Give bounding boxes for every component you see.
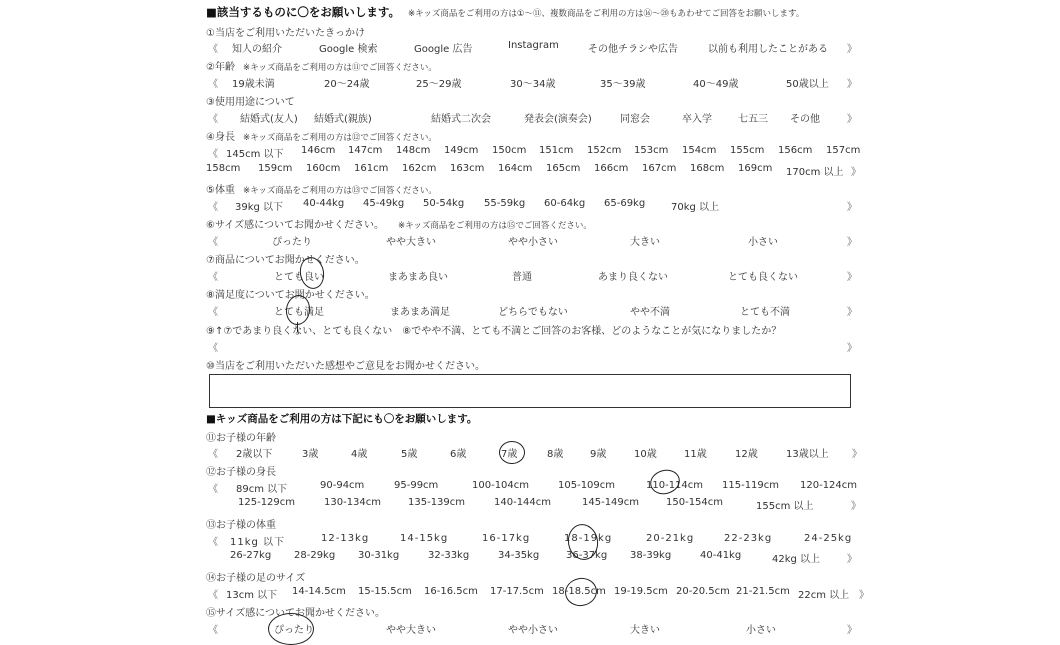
open-bracket: 《 xyxy=(208,590,218,601)
option[interactable]: 10歳 xyxy=(634,449,657,460)
option-selected[interactable]: 110-114cm xyxy=(646,480,704,491)
option[interactable]: 35〜39歳 xyxy=(600,79,646,90)
question-10-label: ⑩当店をご利用いただいた感想やご意見をお聞かせください。 xyxy=(206,361,485,372)
option-selected[interactable]: とても良い xyxy=(274,272,324,283)
option[interactable]: 40-41kg xyxy=(700,550,742,561)
question-9-label: ⑨↑⑦であまり良くない、とても良くない ⑧でやや不満、とても不満とご回答のお客様、どのようなことが気になりましたか？ xyxy=(206,326,782,337)
option[interactable]: 154cm xyxy=(682,145,717,156)
option[interactable]: 135-139cm xyxy=(408,497,466,508)
question-13-label: ⑬お子様の体重 xyxy=(206,520,276,531)
option[interactable]: 同窓会 xyxy=(620,114,650,125)
option[interactable]: 50-54kg xyxy=(423,198,465,209)
open-bracket: 《 xyxy=(208,272,218,283)
question-8-label: ⑧満足度についてお聞かせください。 xyxy=(206,290,375,301)
open-bracket: 《 xyxy=(208,343,218,354)
option[interactable]: 20-21kg xyxy=(646,533,695,544)
option[interactable]: 結婚式(親族) xyxy=(314,114,372,125)
close-bracket: 》 xyxy=(847,114,857,125)
option[interactable]: 155cm 以上 xyxy=(756,501,814,512)
option[interactable]: 20-20.5cm xyxy=(676,586,730,597)
option[interactable]: その他チラシや広告 xyxy=(588,44,678,55)
option[interactable]: 21-21.5cm xyxy=(736,586,790,597)
option[interactable]: まあまあ良い xyxy=(388,272,448,283)
open-bracket: 《 xyxy=(208,114,218,125)
option[interactable]: 145cm 以下 xyxy=(226,149,284,160)
option[interactable]: 150cm xyxy=(492,145,527,156)
option[interactable]: 140-144cm xyxy=(494,497,552,508)
question-5-options xyxy=(206,198,856,214)
question-12-options-row2 xyxy=(206,497,866,513)
close-bracket: 》 xyxy=(847,237,857,248)
option[interactable]: 157cm xyxy=(826,145,861,156)
option[interactable]: とても不満 xyxy=(740,307,790,318)
option[interactable]: 30〜34歳 xyxy=(510,79,556,90)
option[interactable]: 65-69kg xyxy=(604,198,646,209)
option[interactable]: 164cm xyxy=(498,163,533,174)
option[interactable]: 165cm xyxy=(546,163,581,174)
close-bracket: 》 xyxy=(847,307,857,318)
question-15-label: ⑮サイズ感についてお聞かせください。 xyxy=(206,608,385,619)
question-3-label: ③使用用途について xyxy=(206,97,295,108)
open-bracket: 《 xyxy=(208,202,218,213)
question-1-options xyxy=(206,40,856,56)
option[interactable]: 156cm xyxy=(778,145,813,156)
open-bracket: 《 xyxy=(208,149,218,160)
option[interactable]: Google 広告 xyxy=(414,44,473,55)
option[interactable]: 167cm xyxy=(642,163,677,174)
option[interactable]: 12-13kg xyxy=(321,533,370,544)
option[interactable]: 55-59kg xyxy=(484,198,526,209)
option[interactable]: 25〜29歳 xyxy=(416,79,462,90)
option[interactable]: 158cm xyxy=(206,163,241,174)
section-note: ※キッズ商品をご利用の方は①〜⑪、複数商品をご利用の方は⑯〜⑳もあわせてご回答をお願いします。 xyxy=(407,9,805,19)
question-7-label: ⑦商品についてお聞かせください。 xyxy=(206,255,365,266)
question-15-options xyxy=(206,621,856,637)
option[interactable]: 19歳未満 xyxy=(232,79,275,90)
option[interactable]: 125-129cm xyxy=(238,497,296,508)
option[interactable]: 22cm 以上 xyxy=(798,590,850,601)
option[interactable]: 小さい xyxy=(746,625,776,636)
question-9-answer[interactable] xyxy=(206,339,856,355)
option[interactable]: 結婚式(友人) xyxy=(240,114,298,125)
question-2-label: ②年齢 ※キッズ商品をご利用の方は⑪でご回答ください。 xyxy=(206,62,437,73)
option[interactable]: 4歳 xyxy=(351,449,368,460)
option[interactable]: Google 検索 xyxy=(319,44,378,55)
option[interactable]: 30-31kg xyxy=(358,550,400,561)
option[interactable]: 95-99cm xyxy=(394,480,439,491)
option[interactable]: 大きい xyxy=(630,237,660,248)
option[interactable]: 15-15.5cm xyxy=(358,586,412,597)
question-6-options xyxy=(206,233,856,249)
option[interactable]: 11kg 以下 xyxy=(230,537,286,548)
option-selected[interactable]: 7歳 xyxy=(501,449,518,460)
option[interactable]: 100-104cm xyxy=(472,480,530,491)
option[interactable]: 9歳 xyxy=(590,449,607,460)
question-14-options xyxy=(206,586,869,602)
close-bracket: 》 xyxy=(847,79,857,90)
option[interactable]: 152cm xyxy=(587,145,622,156)
option[interactable]: まあまあ満足 xyxy=(390,307,450,318)
option[interactable]: 36-37kg xyxy=(566,550,608,561)
option[interactable]: 大きい xyxy=(630,625,660,636)
option[interactable]: 40〜49歳 xyxy=(693,79,739,90)
open-bracket: 《 xyxy=(208,237,218,248)
option[interactable]: やや不満 xyxy=(630,307,670,318)
question-3-options xyxy=(206,110,856,126)
question-11-label: ⑪お子様の年齢 xyxy=(206,433,276,444)
close-bracket: 》 xyxy=(859,590,869,601)
option[interactable]: 170cm 以上 xyxy=(786,167,844,178)
option[interactable]: 153cm xyxy=(634,145,669,156)
option[interactable]: 159cm xyxy=(258,163,293,174)
option[interactable]: 16-17kg xyxy=(482,533,531,544)
option[interactable]: 32-33kg xyxy=(428,550,470,561)
option[interactable]: やや小さい xyxy=(508,625,558,636)
option[interactable]: 5歳 xyxy=(401,449,418,460)
section-heading xyxy=(206,4,804,20)
option[interactable]: 150-154cm xyxy=(666,497,724,508)
close-bracket: 》 xyxy=(847,44,857,55)
option[interactable]: 6歳 xyxy=(450,449,467,460)
question-12-options-row1 xyxy=(206,480,866,496)
option[interactable]: 161cm xyxy=(354,163,389,174)
close-bracket: 》 xyxy=(847,272,857,283)
option[interactable]: 160cm xyxy=(306,163,341,174)
option[interactable]: Instagram xyxy=(508,40,559,51)
question-4-label: ④身長 ※キッズ商品をご利用の方は⑫でご回答ください。 xyxy=(206,132,437,143)
option[interactable]: 89cm 以下 xyxy=(236,484,288,495)
option[interactable]: 40-44kg xyxy=(303,198,345,209)
option[interactable]: 17-17.5cm xyxy=(490,586,544,597)
option[interactable]: 28-29kg xyxy=(294,550,336,561)
option[interactable]: 七五三 xyxy=(738,114,768,125)
option[interactable]: 13cm 以下 xyxy=(226,590,278,601)
open-bracket: 《 xyxy=(208,449,218,460)
option[interactable]: 145-149cm xyxy=(582,497,640,508)
option[interactable]: 166cm xyxy=(594,163,629,174)
option[interactable]: 16-16.5cm xyxy=(424,586,478,597)
option[interactable]: 151cm xyxy=(539,145,574,156)
option[interactable]: 8歳 xyxy=(547,449,564,460)
option[interactable]: 38-39kg xyxy=(630,550,672,561)
option[interactable]: 14-14.5cm xyxy=(292,586,346,597)
question-12-label: ⑫お子様の身長 xyxy=(206,467,276,478)
question-1-label: ①当店をご利用いただいたきっかけ xyxy=(206,28,365,39)
question-6-label: ⑥サイズ感についてお聞かせください。 ※キッズ商品をご利用の方は⑮でご回答ください。 xyxy=(206,220,592,231)
option[interactable]: 卒入学 xyxy=(682,114,712,125)
option-selected[interactable]: 18-19kg xyxy=(564,533,613,544)
option[interactable]: 34-35kg xyxy=(498,550,540,561)
question-4-options-row2 xyxy=(206,163,866,179)
open-bracket: 《 xyxy=(208,79,218,90)
option[interactable]: 163cm xyxy=(450,163,485,174)
close-bracket: 》 xyxy=(847,554,857,565)
option[interactable]: 169cm xyxy=(738,163,773,174)
option[interactable]: 12歳 xyxy=(735,449,758,460)
option[interactable]: 19-19.5cm xyxy=(614,586,668,597)
option[interactable]: 70kg 以上 xyxy=(671,202,720,213)
option-selected[interactable]: ぴったり xyxy=(274,625,314,636)
option[interactable]: 90-94cm xyxy=(320,480,365,491)
comment-box[interactable] xyxy=(209,374,851,408)
option[interactable]: 42kg 以上 xyxy=(772,554,821,565)
open-bracket: 《 xyxy=(208,625,218,636)
question-4-options-row1 xyxy=(206,145,866,161)
question-2-options xyxy=(206,75,856,91)
option[interactable]: ぴったり xyxy=(272,237,312,248)
option[interactable]: 以前も利用したことがある xyxy=(708,44,828,55)
close-bracket: 》 xyxy=(851,167,861,178)
option[interactable]: 120-124cm xyxy=(800,480,858,491)
question-8-options xyxy=(206,303,856,319)
option[interactable]: 発表会(演奏会) xyxy=(524,114,592,125)
option[interactable]: 168cm xyxy=(690,163,725,174)
option[interactable]: 普通 xyxy=(512,272,532,283)
option[interactable]: その他 xyxy=(790,114,820,125)
option[interactable]: どちらでもない xyxy=(498,307,568,318)
option[interactable]: やや大きい xyxy=(386,625,436,636)
option[interactable]: 148cm xyxy=(396,145,431,156)
option[interactable]: やや大きい xyxy=(386,237,436,248)
option[interactable]: 知人の紹介 xyxy=(232,44,282,55)
close-bracket: 》 xyxy=(847,625,857,636)
question-13-options-row2 xyxy=(206,550,866,566)
option[interactable]: 115-119cm xyxy=(722,480,780,491)
option[interactable]: 105-109cm xyxy=(558,480,616,491)
close-bracket: 》 xyxy=(852,449,862,460)
option[interactable]: 130-134cm xyxy=(324,497,382,508)
kids-section-heading: ■キッズ商品をご利用の方は下記にも〇をお願いします。 xyxy=(206,413,478,425)
option[interactable]: 24-25kg xyxy=(804,533,853,544)
option-selected[interactable]: 18-18.5cm xyxy=(552,586,606,597)
open-bracket: 《 xyxy=(208,537,218,548)
open-bracket: 《 xyxy=(208,484,218,495)
option[interactable]: 50歳以上 xyxy=(786,79,829,90)
question-14-label: ⑭お子様の足のサイズ xyxy=(206,573,306,584)
question-5-label: ⑤体重 ※キッズ商品をご利用の方は⑬でご回答ください。 xyxy=(206,185,437,196)
option[interactable]: 146cm xyxy=(301,145,336,156)
option[interactable]: 13歳以上 xyxy=(786,449,829,460)
option[interactable]: 39kg 以下 xyxy=(235,202,284,213)
option[interactable]: 結婚式二次会 xyxy=(431,114,491,125)
option[interactable]: 3歳 xyxy=(302,449,319,460)
option[interactable]: 149cm xyxy=(444,145,479,156)
option[interactable]: 147cm xyxy=(348,145,383,156)
close-bracket: 》 xyxy=(847,343,857,354)
option[interactable]: やや小さい xyxy=(508,237,558,248)
option[interactable]: 22-23kg xyxy=(724,533,773,544)
close-bracket: 》 xyxy=(851,501,861,512)
question-11-options xyxy=(206,445,866,461)
option[interactable]: 11歳 xyxy=(684,449,707,460)
option-selected[interactable]: とても満足 xyxy=(274,307,324,318)
option[interactable]: あまり良くない xyxy=(598,272,668,283)
question-7-options xyxy=(206,268,856,284)
option[interactable]: 14-15kg xyxy=(400,533,449,544)
option[interactable]: とても良くない xyxy=(728,272,798,283)
option[interactable]: 162cm xyxy=(402,163,437,174)
option[interactable]: 60-64kg xyxy=(544,198,586,209)
open-bracket: 《 xyxy=(208,44,218,55)
option[interactable]: 2歳以下 xyxy=(236,449,273,460)
option[interactable]: 20〜24歳 xyxy=(324,79,370,90)
option[interactable]: 小さい xyxy=(748,237,778,248)
close-bracket: 》 xyxy=(847,202,857,213)
question-13-options-row1 xyxy=(206,533,866,549)
option[interactable]: 26-27kg xyxy=(230,550,272,561)
option[interactable]: 155cm xyxy=(730,145,765,156)
section-title: ■該当するものに〇をお願いします。 xyxy=(206,5,400,19)
open-bracket: 《 xyxy=(208,307,218,318)
option[interactable]: 45-49kg xyxy=(363,198,405,209)
